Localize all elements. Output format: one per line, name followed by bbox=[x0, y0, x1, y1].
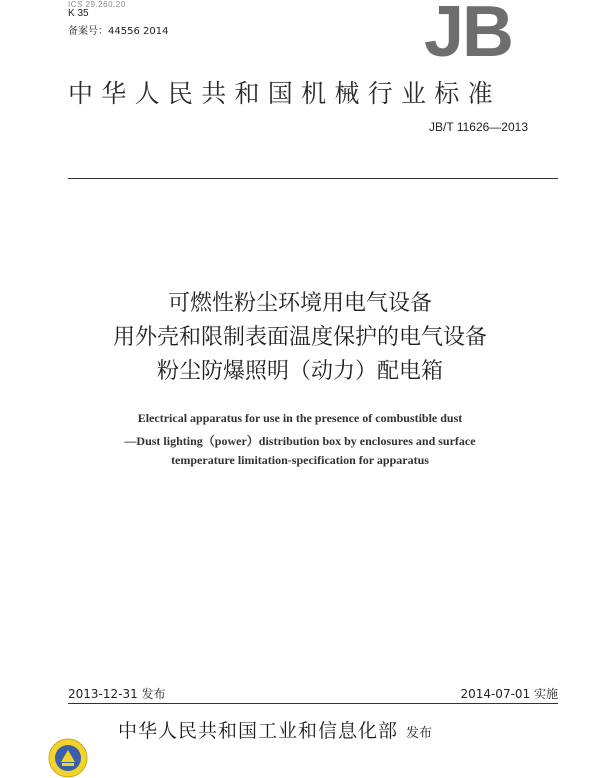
title-en-line2: —Dust lighting（power）distribution box by enclosures and surface bbox=[124, 434, 476, 448]
jb-logo bbox=[408, 0, 528, 62]
filing-number: 备案号：44556 2014 bbox=[68, 26, 169, 37]
footer-divider bbox=[68, 703, 558, 704]
ics-code: ICS 29.260.20 bbox=[68, 0, 126, 9]
standard-category-title: 中华人民共和国机械行业标准 bbox=[68, 79, 501, 108]
ministry-seal-icon bbox=[48, 738, 88, 778]
jb-logo-text: JB bbox=[423, 0, 513, 62]
issuer-suffix: 发布 bbox=[406, 726, 433, 741]
standard-number: JB/T 11626—2013 bbox=[429, 120, 528, 134]
title-cn-line3: 粉尘防爆照明（动力）配电箱 bbox=[156, 359, 443, 384]
issuing-authority bbox=[118, 716, 432, 743]
publication-date: 2013-12-31 发布 bbox=[68, 687, 166, 701]
title-cn-line1: 可燃性粉尘环境用电气设备 bbox=[167, 291, 432, 316]
implementation-date: 2014-07-01 实施 bbox=[460, 687, 558, 701]
title-en-line1: Electrical apparatus for use in the presence of combustible dust bbox=[137, 411, 463, 425]
title-en-line3: temperature limitation-specification for apparatus bbox=[171, 453, 429, 467]
title-cn-line2: 用外壳和限制表面温度保护的电气设备 bbox=[112, 325, 487, 350]
issuer-name: 中华人民共和国工业和信息化部 bbox=[118, 720, 399, 742]
header-divider bbox=[68, 178, 558, 179]
class-code: K 35 bbox=[68, 8, 89, 19]
